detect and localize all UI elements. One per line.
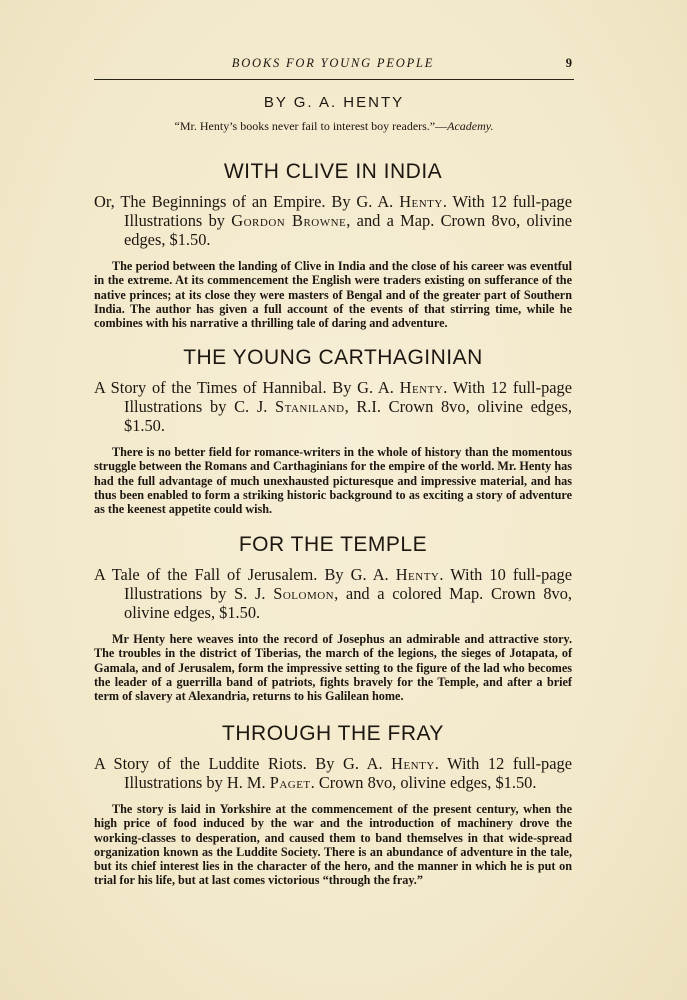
book-title: THE YOUNG CARTHAGINIAN — [183, 346, 483, 369]
book-entry — [94, 533, 572, 703]
quote-source: Academy. — [447, 119, 494, 133]
review-quote — [94, 119, 574, 134]
details-end: , R.I. Crown 8vo, olivine edges, $1.50. — [124, 397, 573, 435]
details-author: Henty — [395, 565, 440, 584]
details-author: Henty — [399, 192, 443, 211]
details-start: A Tale of the Fall of Jerusalem. By G. A. — [94, 565, 396, 584]
page-number: 9 — [565, 56, 572, 70]
book-title: THROUGH THE FRAY — [222, 722, 444, 745]
book-details — [94, 192, 572, 249]
book-description: The period between the landing of Clive in India and the close of his career was eventful in the extreme. At its commencement the English were traders existing on sufferance of the native princes; at its close they were masters of Bengal and of the greater part of Southern India. The author has given a full account of the events of that stirring time, while he combines with his narrative a thrilling tale of daring and adventure. — [94, 259, 572, 331]
details-illustrator: Gordon Browne — [231, 211, 347, 230]
details-illustrator: Staniland — [275, 397, 345, 416]
details-mid: . With 12 full-page Illustrations by C. J. — [124, 378, 573, 416]
header-rule — [94, 79, 574, 80]
book-description: The story is laid in Yorkshire at the commencement of the present century, when the high price of food induced by the war and the introduction of machinery drove the working-classes to desperation, and caused them to band themselves in that wide-spread organization known as the Luddite Society. There is an abundance of adventure in the tale, but its chief interest lies in the character of the hero, and the manner in which he is put on trial for his life, but at last comes victorious “through the fray.” — [94, 802, 572, 888]
book-title: WITH CLIVE IN INDIA — [223, 160, 443, 183]
author-heading: BY G. A. HENTY — [263, 94, 405, 111]
details-illustrator: Solomon — [273, 584, 335, 603]
running-head-title: BOOKS FOR YOUNG PEOPLE — [231, 56, 435, 70]
quote-text: “Mr. Henty’s books never fail to interest boy readers.”— — [174, 119, 448, 133]
details-start: Or, The Beginnings of an Empire. By G. A. — [94, 192, 400, 211]
book-title: FOR THE TEMPLE — [238, 533, 428, 556]
book-description: There is no better field for romance-writers in the whole of history than the momentous struggle between the Romans and Carthaginians for the empire of the world. Mr. Henty has had the full advantage of much unexhausted picturesque and impressive material, and has thus been enabled to form a striking historic background to as exciting a story of adventure as the keenest appetite could wish. — [94, 445, 572, 517]
details-author: Henty — [391, 754, 435, 773]
book-details — [94, 754, 572, 792]
details-author: Henty — [399, 378, 444, 397]
details-mid: . With 10 full-page Illustrations by S. J. — [124, 565, 573, 603]
details-end: , and a colored Map. Crown 8vo, olivine edges, $1.50. — [124, 584, 572, 622]
book-details — [94, 565, 572, 622]
details-end: . Crown 8vo, olivine edges, $1.50. — [310, 773, 537, 792]
details-start: A Story of the Luddite Riots. By G. A. — [94, 754, 392, 773]
details-illustrator: Paget — [269, 773, 311, 792]
details-mid: . With 12 full-page Illustrations by H. M. — [124, 754, 572, 792]
book-entry — [94, 160, 572, 330]
details-start: A Story of the Times of Hannibal. By G. A. — [94, 378, 400, 397]
book-entry — [94, 346, 572, 516]
book-details — [94, 378, 572, 435]
details-mid: . With 12 full-page Illustrations by — [124, 192, 573, 230]
details-end: , and a Map. Crown 8vo, olivine edges, $1.50. — [124, 211, 573, 249]
book-description: Mr Henty here weaves into the record of Josephus an admirable and attractive story. The troubles in the district of Tiberias, the march of the legions, the sieges of Jotapata, of Gamala, and of Jerusalem, form the impressive setting to the figure of the lad who becomes the leader of a guerrilla band of patriots, fights bravely for the Temple, and after a brief term of slavery at Alexandria, returns to his Galilean home. — [94, 632, 572, 704]
book-entry — [94, 722, 572, 888]
running-head — [94, 56, 572, 76]
